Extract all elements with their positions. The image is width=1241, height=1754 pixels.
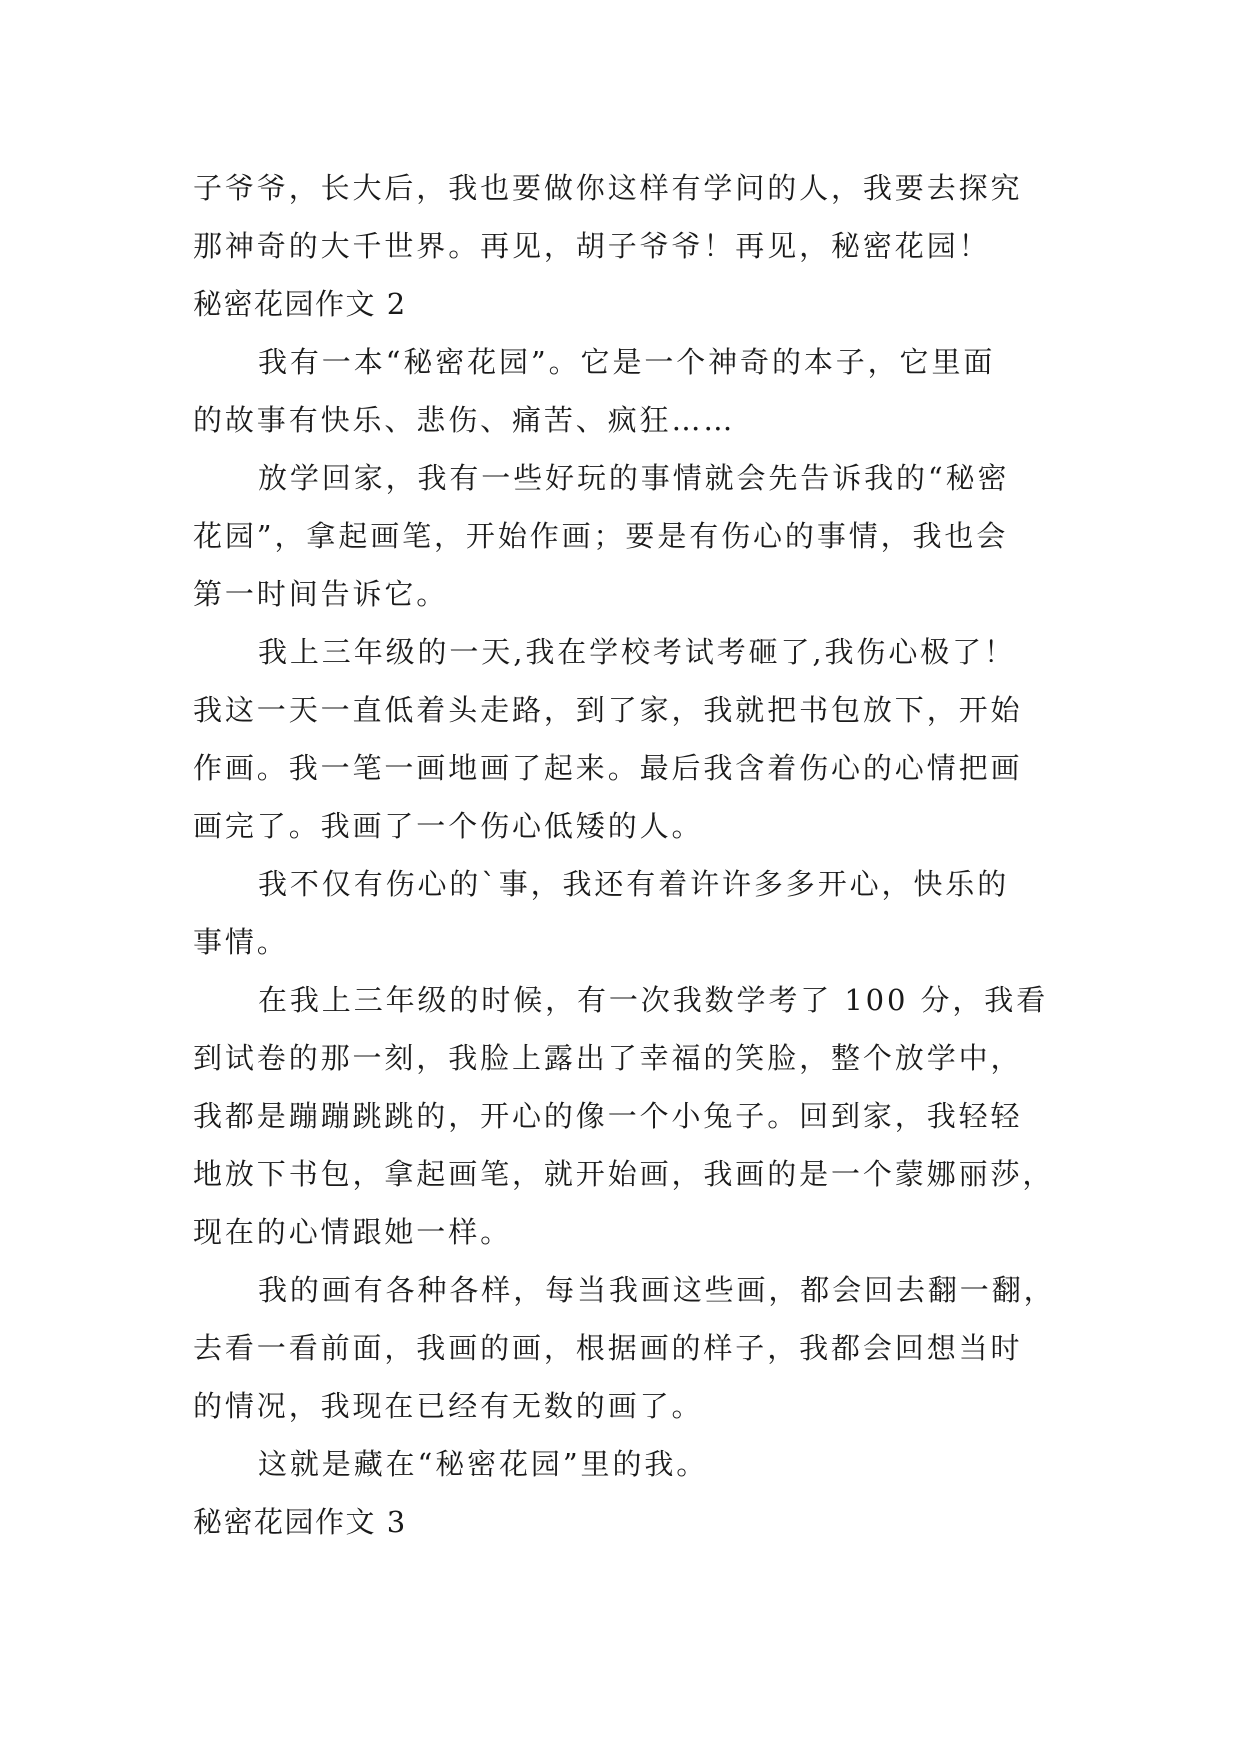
text-line: 第一时间告诉它。 xyxy=(193,577,449,611)
text-line: 地放下书包，拿起画笔，就开始画，我画的是一个蒙娜丽莎， xyxy=(193,1157,1055,1191)
text-line: 作画。我一笔一画地画了起来。最后我含着伤心的心情把画 xyxy=(193,751,1023,785)
text-line: 画完了。我画了一个伤心低矮的人。 xyxy=(193,809,704,843)
section-heading: 秘密花园作文 2 xyxy=(193,287,407,321)
paragraph-first-line: 我有一本“秘密花园”。它是一个神奇的本子，它里面 xyxy=(258,345,996,379)
paragraph-first-line: 我不仅有伤心的`事，我还有着许许多多开心，快乐的 xyxy=(258,867,1010,901)
text-line: 事情。 xyxy=(193,925,289,959)
text-line: 我都是蹦蹦跳跳的，开心的像一个小兔子。回到家，我轻轻 xyxy=(193,1099,1023,1133)
text-line: 子爷爷，长大后，我也要做你这样有学问的人，我要去探究 xyxy=(193,171,1023,205)
paragraph-first-line: 在我上三年级的时候，有一次我数学考了 100 分，我看 xyxy=(258,983,1049,1017)
text-line: 花园”，拿起画笔，开始作画；要是有伤心的事情，我也会 xyxy=(193,519,1009,553)
text-line: 的故事有快乐、悲伤、痛苦、疯狂…… xyxy=(193,403,736,437)
text-line: 那神奇的大千世界。再见，胡子爷爷！再见，秘密花园！ xyxy=(193,229,991,263)
text-line: 的情况，我现在已经有无数的画了。 xyxy=(193,1389,704,1423)
paragraph-first-line: 放学回家，我有一些好玩的事情就会先告诉我的“秘密 xyxy=(258,461,1010,495)
text-line: 到试卷的那一刻，我脸上露出了幸福的笑脸，整个放学中， xyxy=(193,1041,1023,1075)
text-line: 现在的心情跟她一样。 xyxy=(193,1215,513,1249)
text-line: 去看一看前面，我画的画，根据画的样子，我都会回想当时 xyxy=(193,1331,1023,1365)
section-heading: 秘密花园作文 3 xyxy=(193,1505,407,1539)
paragraph-first-line: 我的画有各种各样，每当我画这些画，都会回去翻一翻， xyxy=(258,1273,1056,1307)
text-line: 我这一天一直低着头走路，到了家，我就把书包放下，开始 xyxy=(193,693,1023,727)
paragraph-first-line: 我上三年级的一天,我在学校考试考砸了,我伤心极了！ xyxy=(258,635,1016,669)
paragraph-first-line: 这就是藏在“秘密花园”里的我。 xyxy=(258,1447,709,1481)
